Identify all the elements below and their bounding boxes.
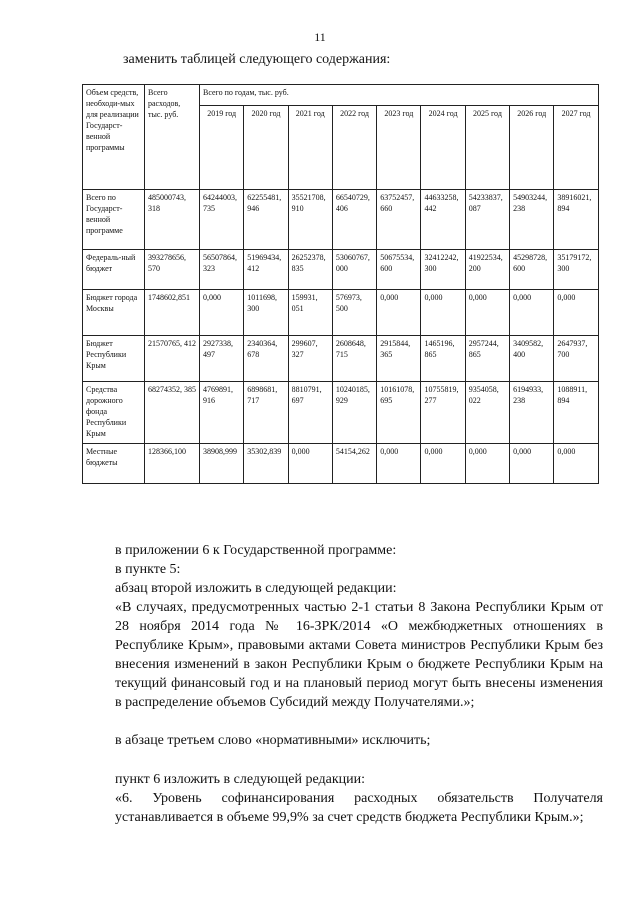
row-label-cell: Местные бюджеты xyxy=(83,444,145,484)
row-value-cell: 2957244, 865 xyxy=(465,336,509,382)
row-total-cell: 1748602,851 xyxy=(145,290,200,336)
row-value-cell: 35521708, 910 xyxy=(288,190,332,250)
row-value-cell: 64244003, 735 xyxy=(200,190,244,250)
row-value-cell: 1011698, 300 xyxy=(244,290,288,336)
row-value-cell: 53060767, 000 xyxy=(332,250,376,290)
table-row xyxy=(83,444,599,484)
row-value-cell: 2340364, 678 xyxy=(244,336,288,382)
row-value-cell: 56507864, 323 xyxy=(200,250,244,290)
row-value-cell: 32412242, 300 xyxy=(421,250,465,290)
row-label-cell: Всего по Государст-венной программе xyxy=(83,190,145,250)
year-header-cell: 2027 год xyxy=(554,105,598,189)
text-line-point6: пункт 6 изложить в следующей редакции: xyxy=(115,772,365,787)
row-value-cell: 0,000 xyxy=(465,290,509,336)
funding-table xyxy=(82,84,599,484)
row-value-cell: 576973, 500 xyxy=(332,290,376,336)
row-value-cell: 51969434, 412 xyxy=(244,250,288,290)
row-value-cell: 159931, 051 xyxy=(288,290,332,336)
row-value-cell: 0,000 xyxy=(421,444,465,484)
row-label-cell: Средства дорожного фонда Республики Крым xyxy=(83,382,145,444)
year-header-cell: 2021 год xyxy=(288,105,332,189)
row-value-cell: 6898681, 717 xyxy=(244,382,288,444)
row-value-cell: 26252378, 835 xyxy=(288,250,332,290)
row-value-cell: 3409582, 400 xyxy=(510,336,554,382)
year-header-cell: 2026 год xyxy=(510,105,554,189)
row-total-cell: 128366,100 xyxy=(145,444,200,484)
row-value-cell: 0,000 xyxy=(200,290,244,336)
row-value-cell: 0,000 xyxy=(421,290,465,336)
row-total-cell: 68274352, 385 xyxy=(145,382,200,444)
row-value-cell: 0,000 xyxy=(377,444,421,484)
year-header-cell: 2025 год xyxy=(465,105,509,189)
row-value-cell: 35179172, 300 xyxy=(554,250,598,290)
row-value-cell: 2608648, 715 xyxy=(332,336,376,382)
row-value-cell: 45298728, 600 xyxy=(510,250,554,290)
table-row xyxy=(83,382,599,444)
year-header-cell: 2024 год xyxy=(421,105,465,189)
year-header-cell: 2020 год xyxy=(244,105,288,189)
row-value-cell: 299607, 327 xyxy=(288,336,332,382)
row-total-cell: 393278656, 570 xyxy=(145,250,200,290)
header-years-title: Всего по годам, тыс. руб. xyxy=(200,85,599,106)
year-header-cell: 2023 год xyxy=(377,105,421,189)
header-volume-cell: Объем средств, необходи-мых для реализации Государст-венной программы xyxy=(83,85,145,190)
row-label-cell: Бюджет Республики Крым xyxy=(83,336,145,382)
row-value-cell: 2915844, 365 xyxy=(377,336,421,382)
row-value-cell: 1088911, 894 xyxy=(554,382,598,444)
row-value-cell: 38908,999 xyxy=(200,444,244,484)
table-row xyxy=(83,290,599,336)
table-row xyxy=(83,190,599,250)
table-row xyxy=(83,336,599,382)
year-header-cell: 2022 год xyxy=(332,105,376,189)
row-value-cell: 10161078, 695 xyxy=(377,382,421,444)
text-line-point5: в пункте 5: xyxy=(115,562,181,577)
row-value-cell: 54154,262 xyxy=(332,444,376,484)
row-label-cell: Федераль-ный бюджет xyxy=(83,250,145,290)
row-value-cell: 35302,839 xyxy=(244,444,288,484)
header-total-cell: Всего расходов, тыс. руб. xyxy=(145,85,200,190)
row-value-cell: 54233837, 087 xyxy=(465,190,509,250)
row-value-cell: 0,000 xyxy=(377,290,421,336)
row-label-cell: Бюджет города Москвы xyxy=(83,290,145,336)
row-value-cell: 0,000 xyxy=(465,444,509,484)
row-total-cell: 485000743, 318 xyxy=(145,190,200,250)
row-value-cell: 0,000 xyxy=(510,444,554,484)
text-line-paragraph3: в абзаце третьем слово «нормативными» исключить; xyxy=(115,733,431,748)
row-value-cell: 63752457, 660 xyxy=(377,190,421,250)
row-value-cell: 1465196, 865 xyxy=(421,336,465,382)
row-value-cell: 38916021, 894 xyxy=(554,190,598,250)
page-number: 11 xyxy=(314,30,326,44)
row-value-cell: 0,000 xyxy=(554,290,598,336)
row-value-cell: 9354058, 022 xyxy=(465,382,509,444)
row-value-cell: 50675534, 600 xyxy=(377,250,421,290)
quote-paragraph-2: «6. Уровень софинансирования расходных обязательств Получателя устанавливается в объеме 99,9% за счет средств бюджета Республики Крым.»; xyxy=(115,791,603,825)
text-line-paragraph2: абзац второй изложить в следующей редакции: xyxy=(115,581,397,596)
row-value-cell: 2927338, 497 xyxy=(200,336,244,382)
row-value-cell: 62255481, 946 xyxy=(244,190,288,250)
table-row xyxy=(83,250,599,290)
row-value-cell: 41922534, 200 xyxy=(465,250,509,290)
row-value-cell: 44633258, 442 xyxy=(421,190,465,250)
row-value-cell: 4769891, 916 xyxy=(200,382,244,444)
row-value-cell: 0,000 xyxy=(554,444,598,484)
row-value-cell: 0,000 xyxy=(288,444,332,484)
text-line-appendix: в приложении 6 к Государственной программе: xyxy=(115,543,397,558)
row-value-cell: 0,000 xyxy=(510,290,554,336)
row-value-cell: 2647937, 700 xyxy=(554,336,598,382)
row-value-cell: 6194933, 238 xyxy=(510,382,554,444)
row-total-cell: 21570765, 412 xyxy=(145,336,200,382)
row-value-cell: 54903244, 238 xyxy=(510,190,554,250)
quote-paragraph-1: «В случаях, предусмотренных частью 2-1 статьи 8 Закона Республики Крым от 28 ноября 2014 года № 16-ЗРК/2014 «О межбюджетных отношениях в Республике Крым», правовыми актами Совета министров Республики Крым без внесения изменений в закон Республики Крым о бюджете Республики Крым на текущий финансовый год и на плановый период могут быть внесены изменения в распределение объемов Субсидий между Получателями.»; xyxy=(115,600,603,710)
intro-text: заменить таблицей следующего содержания: xyxy=(123,52,391,67)
row-value-cell: 10755819, 277 xyxy=(421,382,465,444)
row-value-cell: 8810791, 697 xyxy=(288,382,332,444)
year-header-cell: 2019 год xyxy=(200,105,244,189)
row-value-cell: 10240185, 929 xyxy=(332,382,376,444)
row-value-cell: 66540729, 406 xyxy=(332,190,376,250)
